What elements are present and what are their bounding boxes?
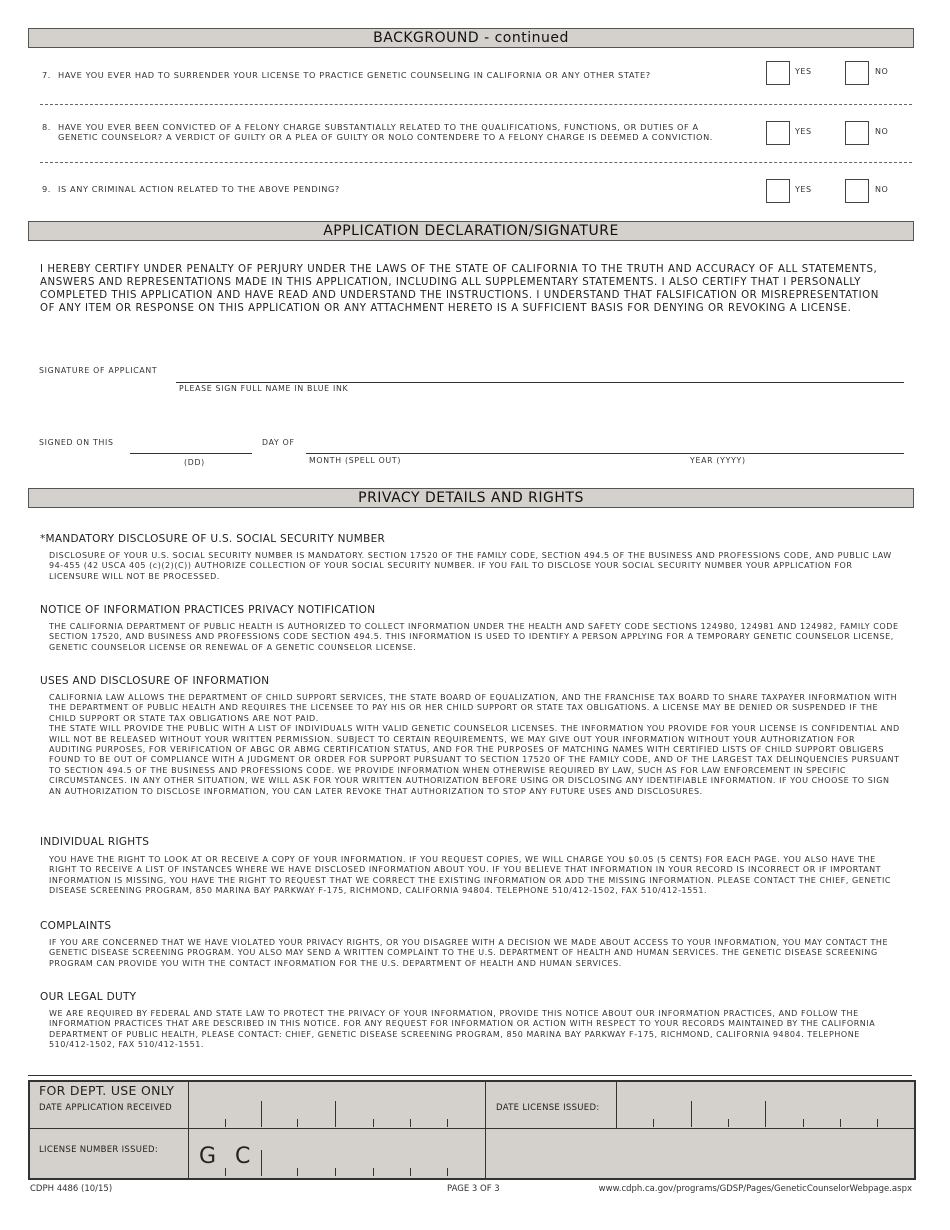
divider bbox=[28, 1075, 912, 1076]
divider bbox=[485, 1082, 486, 1178]
year-hint: YEAR (YYYY) bbox=[690, 456, 746, 465]
question-8-yes-checkbox[interactable] bbox=[766, 121, 790, 145]
license-prefix-g: G bbox=[199, 1144, 217, 1169]
question-9-no-label: NO bbox=[875, 185, 889, 194]
date-issued-field[interactable] bbox=[617, 1082, 912, 1127]
question-7-number: 7. bbox=[42, 70, 52, 80]
declaration-header: APPLICATION DECLARATION/SIGNATURE bbox=[28, 221, 914, 241]
signature-line[interactable] bbox=[176, 382, 904, 383]
question-7-yes-label: YES bbox=[795, 67, 812, 76]
date-issued-label: DATE LICENSE ISSUED: bbox=[496, 1103, 600, 1113]
question-8-text: HAVE YOU EVER BEEN CONVICTED OF A FELONY CHARGE SUBSTANTIALLY RELATED TO THE QUALIFICATIONS, FUNCTIONS, OR DUTIES OF A GENETIC COUNSELOR? A VERDICT OF GUILTY OR A PLEA OF GUILTY OR NOLO CONTENDERE TO A FELONY CHARGE IS DEEMED A CONVICTION. bbox=[58, 122, 713, 142]
page-number: PAGE 3 OF 3 bbox=[447, 1184, 500, 1194]
date-received-label: DATE APPLICATION RECEIVED bbox=[39, 1103, 172, 1113]
ssn-disclosure-body: DISCLOSURE OF YOUR U.S. SOCIAL SECURITY NUMBER IS MANDATORY. SECTION 17520 OF THE FAMILY CODE, SECTION 494.5 OF THE BUSINESS AND PROFESSIONS CODE, AND PUBLIC LAW 94-455 (42 USCA 405 (c)(2)(C)) AUTHORIZE COLLECTION OF YOUR SOCIAL SECURITY NUMBER. IF YOU FAIL TO DISCLOSE YOUR SOCIAL SECURITY NUMBER YOUR APPLICATION FOR LICENSURE WILL NOT BE PROCESSED. bbox=[49, 551, 892, 581]
day-of-label: DAY OF bbox=[262, 438, 295, 447]
dept-title: FOR DEPT. USE ONLY bbox=[39, 1083, 175, 1098]
question-9-yes-checkbox[interactable] bbox=[766, 179, 790, 203]
question-7-no-label: NO bbox=[875, 67, 889, 76]
privacy-header: PRIVACY DETAILS AND RIGHTS bbox=[28, 488, 914, 508]
month-hint: MONTH (SPELL OUT) bbox=[309, 456, 402, 465]
background-header: BACKGROUND - continued bbox=[28, 28, 914, 48]
question-7-text: HAVE YOU EVER HAD TO SURRENDER YOUR LICENSE TO PRACTICE GENETIC COUNSELING IN CALIFORNIA OR ANY OTHER STATE? bbox=[58, 70, 651, 80]
signature-label: SIGNATURE OF APPLICANT bbox=[39, 366, 158, 375]
footer-url[interactable]: www.cdph.ca.gov/programs/GDSP/Pages/GeneticCounselorWebpage.aspx bbox=[598, 1184, 912, 1194]
date-received-field[interactable] bbox=[189, 1082, 484, 1127]
license-number-label: LICENSE NUMBER ISSUED: bbox=[39, 1145, 158, 1155]
individual-rights-title: INDIVIDUAL RIGHTS bbox=[40, 836, 150, 848]
question-8-number: 8. bbox=[42, 122, 52, 132]
dept-use-box bbox=[28, 1080, 916, 1180]
divider bbox=[40, 162, 912, 163]
license-prefix-c: C bbox=[235, 1144, 251, 1169]
certification-text: I HEREBY CERTIFY UNDER PENALTY OF PERJURY UNDER THE LAWS OF THE STATE OF CALIFORNIA TO THE TRUTH AND ACCURACY OF ALL STATEMENTS, ANSWERS AND REPRESENTATIONS MADE IN THIS APPLICATION, INCLUDING ALL SUPPLEMENTARY STATEMENTS. I ALSO CERTIFY THAT I PERSONALLY COMPLETED THIS APPLICATION AND HAVE READ AND UNDERSTAND THE INSTRUCTIONS. I UNDERSTAND THAT FALSIFICATION OR MISREPRESENTATION OF ANY ITEM OR RESPONSE ON THIS APPLICATION OR ANY ATTACHMENT HERETO IS A SUFFICIENT BASIS FOR DENYING OR REVOKING A LICENSE. bbox=[40, 264, 879, 314]
month-year-field[interactable] bbox=[306, 453, 904, 454]
question-8-yes-label: YES bbox=[795, 127, 812, 136]
question-9-text: IS ANY CRIMINAL ACTION RELATED TO THE ABOVE PENDING? bbox=[58, 184, 340, 194]
signature-hint: PLEASE SIGN FULL NAME IN BLUE INK bbox=[179, 384, 349, 393]
question-7-yes-checkbox[interactable] bbox=[766, 61, 790, 85]
question-8-no-label: NO bbox=[875, 127, 889, 136]
day-field[interactable] bbox=[130, 453, 252, 454]
day-hint: (DD) bbox=[184, 458, 205, 467]
complaints-body: IF YOU ARE CONCERNED THAT WE HAVE VIOLATED YOUR PRIVACY RIGHTS, OR YOU DISAGREE WITH A DECISION WE MADE ABOUT ACCESS TO YOUR INFORMATION, YOU MAY CONTACT THE GENETIC DISEASE SCREENING PROGRAM. YOU ALSO MAY SEND A WRITTEN COMPLAINT TO THE U.S. DEPARTMENT OF HEALTH AND HUMAN SERVICES. THE GENETIC DISEASE SCREENING PROGRAM CAN PROVIDE YOU WITH THE CONTACT INFORMATION FOR THE U.S. DEPARTMENT OF HEALTH AND HUMAN SERVICES. bbox=[49, 938, 889, 968]
legal-duty-body: WE ARE REQUIRED BY FEDERAL AND STATE LAW TO PROTECT THE PRIVACY OF YOUR INFORMATION, PROVIDE THIS NOTICE ABOUT OUR INFORMATION PRACTICES, AND FOLLOW THE INFORMATION PRACTICES THAT ARE DESCRIBED IN THIS NOTICE. FOR ANY REQUEST FOR INFORMATION OR ACTION WITH RESPECT TO YOUR RECORDS MAINTAINED BY THE CALIFORNIA DEPARTMENT OF PUBLIC HEALTH, PLEASE CONTACT: CHIEF, GENETIC DISEASE SCREENING PROGRAM, 850 MARINA BAY PARKWAY F-175, RICHMOND, CALIFORNIA 94804. TELEPHONE 510/412-1502, FAX 510/412-1551. bbox=[49, 1009, 876, 1050]
question-9-yes-label: YES bbox=[795, 185, 812, 194]
complaints-title: COMPLAINTS bbox=[40, 920, 112, 932]
uses-disclosure-title: USES AND DISCLOSURE OF INFORMATION bbox=[40, 675, 270, 687]
legal-duty-title: OUR LEGAL DUTY bbox=[40, 991, 137, 1003]
question-9-no-checkbox[interactable] bbox=[845, 179, 869, 203]
uses-disclosure-body: CALIFORNIA LAW ALLOWS THE DEPARTMENT OF CHILD SUPPORT SERVICES, THE STATE BOARD OF EQUALIZATION, AND THE FRANCHISE TAX BOARD TO SHARE TAXPAYER INFORMATION WITH THE DEPARTMENT OF PUBLIC HEALTH AND REQUIRES THE LICENSEE TO PAY HIS OR HER CHILD SUPPORT OR STATE TAX OBLIGATIONS. A LICENSE MAY BE DENIED OR SUSPENDED IF THE CHILD SUPPORT OR STATE TAX OBLIGATIONS ARE NOT PAID. THE STATE WILL PROVIDE THE PUBLIC WITH A LIST OF INDIVIDUALS WITH VALID GENETIC COUNSELOR LICENSES. THE INFORMATION YOU PROVIDE FOR YOUR LICENSE IS CONFIDENTIAL AND WILL NOT BE RELEASED WITHOUT YOUR WRITTEN PERMISSION. SUBJECT TO CERTAIN REQUIREMENTS, WE MAY GIVE OUT YOUR INFORMATION WITHOUT YOUR AUTHORIZATION FOR AUDITING PURPOSES, FOR VERIFICATION OF ABGC OR ABMG CERTIFICATION STATUS, AND FOR THE PURPOSES OF MATCHING NAMES WITH CERTIFIED LISTS OF CHILD SUPPORT OBLIGERS FOUND TO BE OUT OF COMPLIANCE WITH A JUDGMENT OR ORDER FOR SUPPORT PURSUANT TO SECTION 17520 OF THE FAMILY CODE, AND OF THE LARGEST TAX DELINQUENCIES PURSUANT TO SECTION 494.5 OF THE BUSINESS AND PROFESSIONS CODE. WE PROVIDE INFORMATION WHEN OTHERWISE REQUIRED BY LAW, SUCH AS FOR LAW ENFORCEMENT IN SPECIFIC CIRCUMSTANCES. IN ANY OTHER SITUATION, WE WILL ASK FOR YOUR WRITTEN AUTHORIZATION BEFORE USING OR DISCLOSING ANY IDENTIFIABLE INFORMATION. IF YOU CHOOSE TO SIGN AN AUTHORIZATION TO DISCLOSE INFORMATION, YOU CAN LATER REVOKE THAT AUTHORIZATION TO STOP ANY FUTURE USES AND DISCLOSURES. bbox=[49, 693, 900, 796]
notice-title: NOTICE OF INFORMATION PRACTICES PRIVACY NOTIFICATION bbox=[40, 604, 376, 616]
notice-body: THE CALIFORNIA DEPARTMENT OF PUBLIC HEALTH IS AUTHORIZED TO COLLECT INFORMATION UNDER THE HEALTH AND SAFETY CODE SECTIONS 124980, 124981 AND 124982, FAMILY CODE SECTION 17520, AND BUSINESS AND PROFESSIONS CODE SECTION 494.5. THIS INFORMATION IS USED TO IDENTIFY A PERSON APPLYING FOR A TEMPORARY GENETIC COUNSELOR LICENSE, GENETIC COUNSELOR LICENSE OR RENEWAL OF A GENETIC COUNSELOR LICENSE. bbox=[49, 622, 899, 652]
ssn-disclosure-title: *MANDATORY DISCLOSURE OF U.S. SOCIAL SECURITY NUMBER bbox=[40, 533, 386, 545]
form-id: CDPH 4486 (10/15) bbox=[30, 1184, 113, 1194]
individual-rights-body: YOU HAVE THE RIGHT TO LOOK AT OR RECEIVE A COPY OF YOUR INFORMATION. IF YOU REQUEST COPIES, WE WILL CHARGE YOU $0.05 (5 CENTS) FOR EACH PAGE. YOU ALSO HAVE THE RIGHT TO RECEIVE A LIST OF INSTANCES WHERE WE HAVE DISCLOSED INFORMATION ABOUT YOU. IF YOU BELIEVE THAT INFORMATION IN YOUR RECORD IS INCORRECT OR IF IMPORTANT INFORMATION IS MISSING, YOU HAVE THE RIGHT TO REQUEST THAT WE CORRECT THE EXISTING INFORMATION OR ADD THE MISSING INFORMATION. PLEASE CONTACT THE CHIEF, GENETIC DISEASE SCREENING PROGRAM, 850 MARINA BAY PARKWAY F-175, RICHMOND, CALIFORNIA 94804. TELEPHONE 510/412-1502, FAX 510/412-1551. bbox=[49, 855, 891, 896]
signed-on-label: SIGNED ON THIS bbox=[39, 438, 114, 447]
divider bbox=[40, 104, 912, 105]
license-number-field[interactable] bbox=[189, 1129, 484, 1176]
question-7-no-checkbox[interactable] bbox=[845, 61, 869, 85]
question-8-no-checkbox[interactable] bbox=[845, 121, 869, 145]
question-9-number: 9. bbox=[42, 184, 52, 194]
